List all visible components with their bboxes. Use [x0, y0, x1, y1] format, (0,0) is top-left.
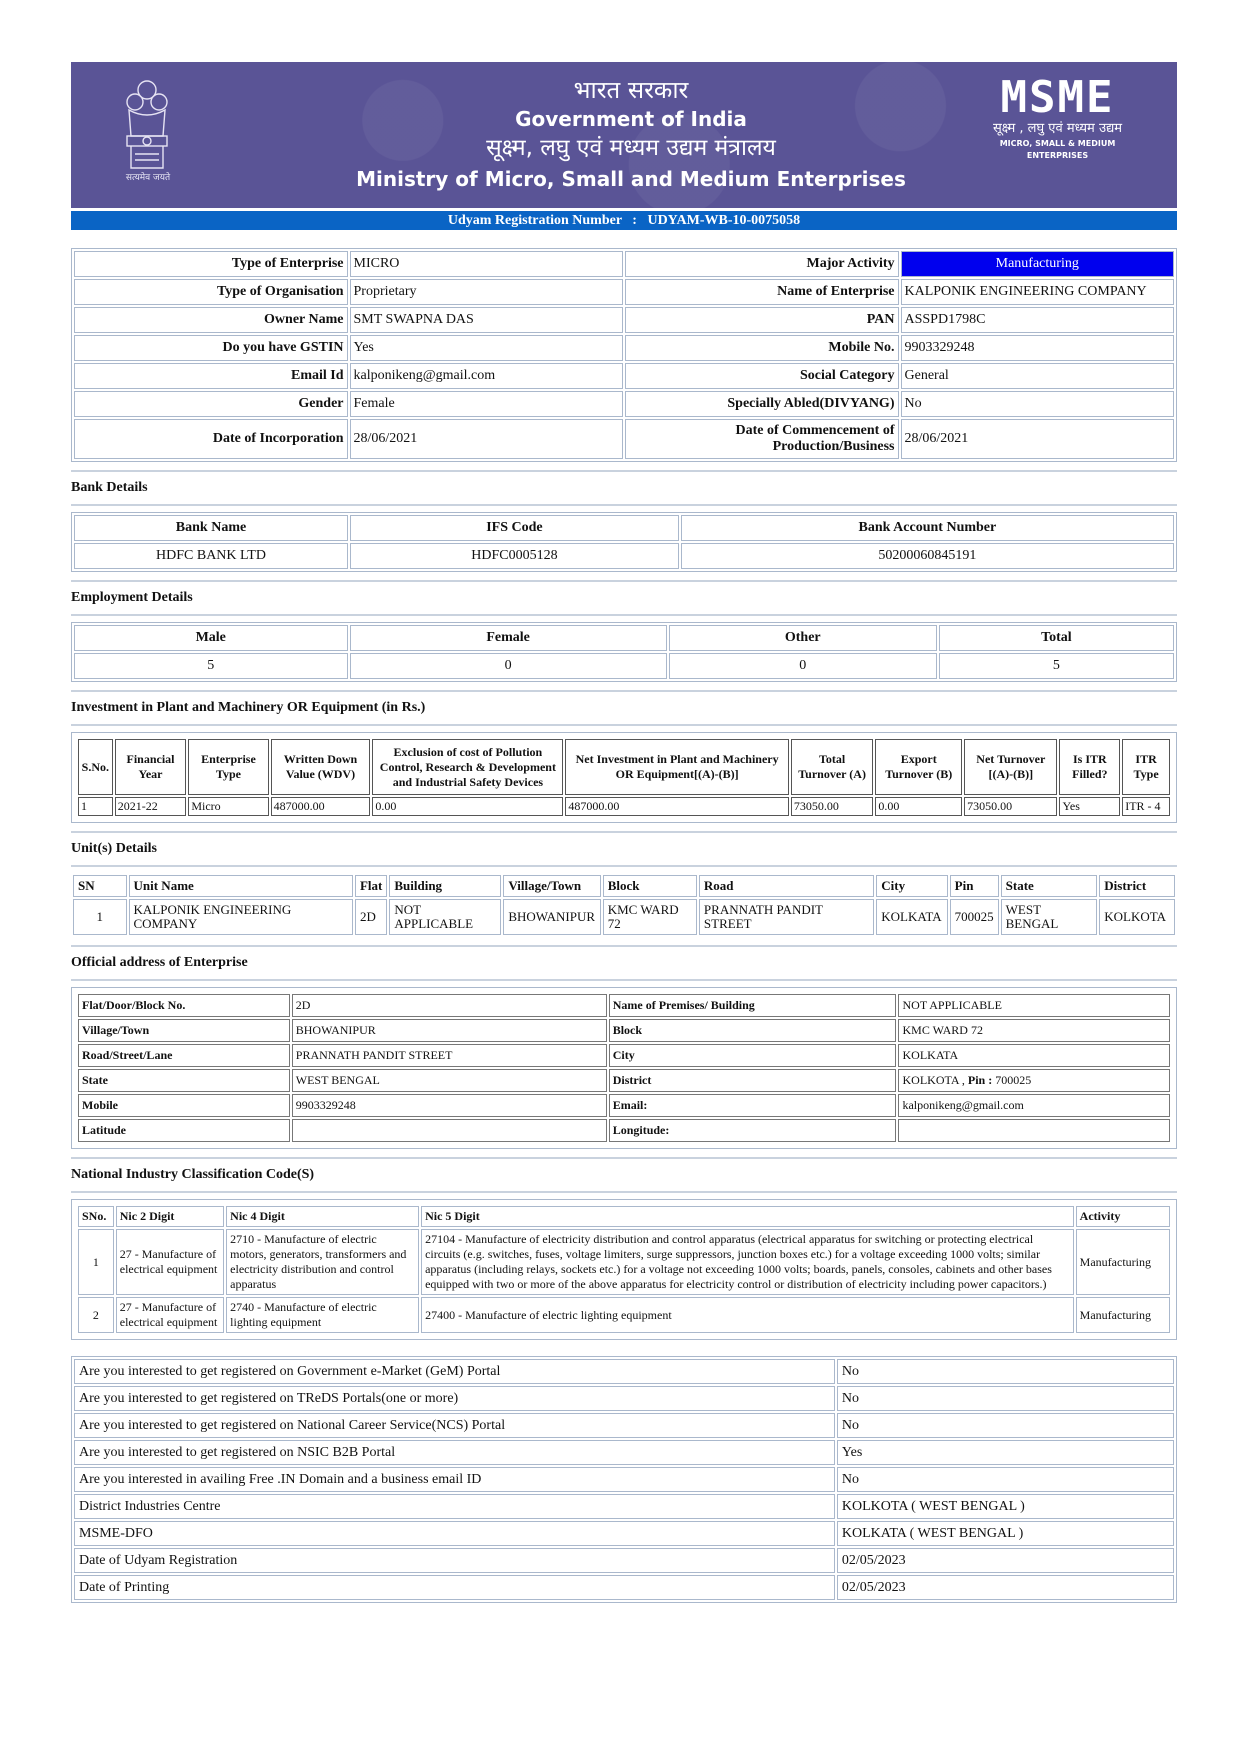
city-value: KOLKATA — [898, 1044, 1170, 1067]
village-label: Village/Town — [78, 1019, 290, 1042]
table-row — [74, 251, 1174, 277]
table-cell: 1 — [73, 899, 127, 935]
table-row — [74, 543, 1174, 569]
other-count: 0 — [669, 653, 937, 679]
table-cell: NOT APPLICABLE — [389, 899, 501, 935]
table-row — [74, 1359, 1174, 1384]
flat-value: 2D — [292, 994, 607, 1017]
table-cell: 73050.00 — [964, 797, 1057, 816]
table-cell: KALPONIK ENGINEERING COMPANY — [129, 899, 353, 935]
info-value: KOLKOTA ( WEST BENGAL ) — [837, 1494, 1174, 1519]
table-cell: BHOWANIPUR — [503, 899, 600, 935]
longitude-value — [898, 1119, 1170, 1142]
name-value: KALPONIK ENGINEERING COMPANY — [901, 279, 1175, 305]
latitude-value — [292, 1119, 607, 1142]
org-label: Type of Organisation — [74, 279, 348, 305]
city-label: City — [609, 1044, 897, 1067]
question: Are you interested to get registered on NSIC B2B Portal — [74, 1440, 835, 1465]
column-header: Written Down Value (WDV) — [271, 739, 371, 795]
incorp-label: Date of Incorporation — [74, 419, 348, 459]
table-row — [74, 279, 1174, 305]
table-row — [78, 1044, 1170, 1067]
pin-value: 700025 — [995, 1073, 1032, 1087]
table-row — [74, 1575, 1174, 1600]
activity-label: Major Activity — [625, 251, 899, 277]
column-header: ITR Type — [1122, 739, 1170, 795]
column-header: Net Turnover [(A)-(B)] — [964, 739, 1057, 795]
table-row — [74, 1521, 1174, 1546]
village-value: BHOWANIPUR — [292, 1019, 607, 1042]
column-header: Nic 2 Digit — [116, 1206, 224, 1227]
column-header: Total Turnover (A) — [791, 739, 873, 795]
table-cell: 700025 — [950, 899, 999, 935]
column-header: Road — [699, 875, 874, 897]
question: Are you interested in availing Free .IN Domain and a business email ID — [74, 1467, 835, 1492]
column-header: Building — [389, 875, 501, 897]
table-cell: 0.00 — [372, 797, 563, 816]
table-row — [78, 1119, 1170, 1142]
table-row — [74, 1494, 1174, 1519]
table-cell: 2D — [355, 899, 387, 935]
emblem-motto: सत्यमेव जयते — [125, 173, 171, 183]
male-count: 5 — [74, 653, 348, 679]
column-header: State — [1001, 875, 1098, 897]
table-cell: 2 — [78, 1297, 114, 1333]
column-header: SN — [73, 875, 127, 897]
table-cell: KMC WARD 72 — [603, 899, 697, 935]
name-label: Name of Enterprise — [625, 279, 899, 305]
column-header: Activity — [1076, 1206, 1170, 1227]
question: Are you interested to get registered on National Career Service(NCS) Portal — [74, 1413, 835, 1438]
mobile-value: 9903329248 — [901, 335, 1175, 361]
table-cell: 1 — [78, 797, 113, 816]
msme-logo-hindi: सूक्ष्म , लघु एवं मध्यम उद्यम — [992, 121, 1123, 136]
owner-value: SMT SWAPNA DAS — [350, 307, 624, 333]
state-value: WEST BENGAL — [292, 1069, 607, 1092]
column-header: Net Investment in Plant and Machinery OR Equipment[(A)-(B)] — [565, 739, 789, 795]
table-row — [78, 1229, 1170, 1295]
table-row — [78, 1297, 1170, 1333]
english-title: Government of India — [515, 107, 747, 131]
block-label: Block — [609, 1019, 897, 1042]
column-header: Flat — [355, 875, 387, 897]
table-row — [73, 899, 1175, 935]
org-value: Proprietary — [350, 279, 624, 305]
table-cell: 27400 - Manufacture of electric lighting equipment — [421, 1297, 1074, 1333]
divyang-label: Specially Abled(DIVYANG) — [625, 391, 899, 417]
type-value: MICRO — [350, 251, 624, 277]
incorp-value: 28/06/2021 — [350, 419, 624, 459]
government-banner — [71, 62, 1177, 208]
msme-logo-english: MICRO, SMALL & MEDIUM ENTERPRISES — [999, 139, 1116, 160]
column-header: S.No. — [78, 739, 113, 795]
column-header: Bank Account Number — [681, 515, 1174, 541]
column-header: Female — [350, 625, 667, 651]
question: Are you interested to get registered on TReDS Portals(one or more) — [74, 1386, 835, 1411]
table-row — [74, 1440, 1174, 1465]
employment-details — [71, 622, 1177, 682]
table-cell: 2740 - Manufacture of electric lighting equipment — [226, 1297, 419, 1333]
column-header: Other — [669, 625, 937, 651]
type-label: Type of Enterprise — [74, 251, 348, 277]
longitude-label: Longitude: — [609, 1119, 897, 1142]
district-cell — [898, 1069, 1170, 1092]
social-label: Social Category — [625, 363, 899, 389]
column-header: Nic 5 Digit — [421, 1206, 1074, 1227]
info-label: Date of Udyam Registration — [74, 1548, 835, 1573]
answer: No — [837, 1386, 1174, 1411]
question: Are you interested to get registered on Government e-Market (GeM) Portal — [74, 1359, 835, 1384]
table-row — [74, 363, 1174, 389]
table-cell: KOLKOTA — [1099, 899, 1175, 935]
mobile-value: 9903329248 — [292, 1094, 607, 1117]
answer: Yes — [837, 1440, 1174, 1465]
email-value: kalponikeng@gmail.com — [350, 363, 624, 389]
gstin-label: Do you have GSTIN — [74, 335, 348, 361]
table-row — [74, 1413, 1174, 1438]
column-header: Nic 4 Digit — [226, 1206, 419, 1227]
info-value: 02/05/2023 — [837, 1575, 1174, 1600]
block-value: KMC WARD 72 — [898, 1019, 1170, 1042]
column-header: Bank Name — [74, 515, 348, 541]
table-cell: Manufacturing — [1076, 1297, 1170, 1333]
portal-preferences — [71, 1356, 1177, 1603]
commence-value: 28/06/2021 — [901, 419, 1175, 459]
table-row — [74, 391, 1174, 417]
table-cell: Micro — [188, 797, 268, 816]
commence-label: Date of Commencement of Production/Business — [625, 419, 899, 459]
table-cell: KOLKATA — [876, 899, 947, 935]
table-row — [74, 307, 1174, 333]
table-cell: 487000.00 — [271, 797, 371, 816]
msme-logo — [970, 72, 1145, 162]
table-cell: Manufacturing — [1076, 1229, 1170, 1295]
table-cell: WEST BENGAL — [1001, 899, 1098, 935]
district-label: District — [609, 1069, 897, 1092]
table-row — [74, 1386, 1174, 1411]
answer: No — [837, 1359, 1174, 1384]
table-cell: 1 — [78, 1229, 114, 1295]
column-header: Block — [603, 875, 697, 897]
info-label: District Industries Centre — [74, 1494, 835, 1519]
column-header: City — [876, 875, 947, 897]
bank-name: HDFC BANK LTD — [74, 543, 348, 569]
table-header-row — [74, 625, 1174, 651]
investment-section-title: Investment in Plant and Machinery OR Equipment (in Rs.) — [71, 690, 1177, 726]
official-address — [71, 987, 1177, 1149]
table-cell: 27 - Manufacture of electrical equipment — [116, 1229, 224, 1295]
info-value: KOLKATA ( WEST BENGAL ) — [837, 1521, 1174, 1546]
email-label: Email: — [609, 1094, 897, 1117]
column-header: Total — [939, 625, 1174, 651]
mobile-label: Mobile — [78, 1094, 290, 1117]
bank-details — [71, 512, 1177, 572]
pin-label: Pin : — [967, 1073, 993, 1087]
info-label: MSME-DFO — [74, 1521, 835, 1546]
udyam-certificate — [71, 62, 1177, 1603]
flat-label: Flat/Door/Block No. — [78, 994, 290, 1017]
enterprise-details — [71, 248, 1177, 462]
table-cell: 27 - Manufacture of electrical equipment — [116, 1297, 224, 1333]
column-header: Unit Name — [129, 875, 353, 897]
header-titles — [321, 74, 941, 193]
answer: No — [837, 1467, 1174, 1492]
hindi-title: भारत सरकार — [573, 76, 689, 104]
gender-value: Female — [350, 391, 624, 417]
table-header-row — [74, 515, 1174, 541]
premises-value: NOT APPLICABLE — [898, 994, 1170, 1017]
msme-logo-word: MSME — [1000, 72, 1115, 123]
table-cell: 73050.00 — [791, 797, 873, 816]
column-header: Is ITR Filled? — [1059, 739, 1120, 795]
table-row — [78, 994, 1170, 1017]
table-row — [74, 1548, 1174, 1573]
info-label: Date of Printing — [74, 1575, 835, 1600]
table-cell: ITR - 4 — [1122, 797, 1170, 816]
answer: No — [837, 1413, 1174, 1438]
road-label: Road/Street/Lane — [78, 1044, 290, 1067]
table-cell: 27104 - Manufacture of electricity distribution and control apparatus (electrical apparatus for switching or protecting electrical circuits (e.g. switches, fuses, voltage limiters, surge suppressors, junction boxes etc.) for a voltage exceeding 1000 volts; similar apparatus (including relays, sockets etc.) for a voltage not exceeding 1000 volts; boards, panels, consoles, cabinets and other bases equipped with two or more of the above apparatus for electricity control or distribution of electricity including power capacitors.) — [421, 1229, 1074, 1295]
social-value: General — [901, 363, 1175, 389]
pan-label: PAN — [625, 307, 899, 333]
table-cell: 2710 - Manufacture of electric motors, generators, transformers and electricity distribution and control apparatus — [226, 1229, 419, 1295]
gender-label: Gender — [74, 391, 348, 417]
column-header: Enterprise Type — [188, 739, 268, 795]
column-header: IFS Code — [350, 515, 679, 541]
column-header: Pin — [950, 875, 999, 897]
employment-section-title: Employment Details — [71, 580, 1177, 616]
address-section-title: Official address of Enterprise — [71, 945, 1177, 981]
column-header: Financial Year — [115, 739, 187, 795]
divyang-value: No — [901, 391, 1175, 417]
pan-value: ASSPD1798C — [901, 307, 1175, 333]
table-row — [78, 1094, 1170, 1117]
total-count: 5 — [939, 653, 1174, 679]
nic-codes — [71, 1199, 1177, 1340]
state-label: State — [78, 1069, 290, 1092]
account-number: 50200060845191 — [681, 543, 1174, 569]
table-row — [78, 1069, 1170, 1092]
email-label: Email Id — [74, 363, 348, 389]
table-cell: 487000.00 — [565, 797, 789, 816]
column-header: Village/Town — [503, 875, 600, 897]
column-header: Exclusion of cost of Pollution Control, Research & Development and Industrial Safety Devices — [372, 739, 563, 795]
ifsc-code: HDFC0005128 — [350, 543, 679, 569]
table-cell: PRANNATH PANDIT STREET — [699, 899, 874, 935]
gstin-value: Yes — [350, 335, 624, 361]
table-cell: Yes — [1059, 797, 1120, 816]
premises-label: Name of Premises/ Building — [609, 994, 897, 1017]
bank-section-title: Bank Details — [71, 470, 1177, 506]
table-row — [74, 335, 1174, 361]
table-header-row — [78, 1206, 1170, 1227]
activity-value: Manufacturing — [901, 251, 1175, 277]
latitude-label: Latitude — [78, 1119, 290, 1142]
owner-label: Owner Name — [74, 307, 348, 333]
info-value: 02/05/2023 — [837, 1548, 1174, 1573]
column-header: District — [1099, 875, 1175, 897]
email-value: kalponikeng@gmail.com — [898, 1094, 1170, 1117]
nic-section-title: National Industry Classification Code(S) — [71, 1157, 1177, 1193]
table-row — [74, 1467, 1174, 1492]
column-header: Export Turnover (B) — [875, 739, 962, 795]
column-header: SNo. — [78, 1206, 114, 1227]
investment-details — [71, 732, 1177, 823]
district-value: KOLKOTA , — [902, 1073, 965, 1087]
english-ministry: Ministry of Micro, Small and Medium Enterprises — [356, 167, 906, 191]
road-value: PRANNATH PANDIT STREET — [292, 1044, 607, 1067]
table-row — [74, 653, 1174, 679]
mobile-label: Mobile No. — [625, 335, 899, 361]
hindi-ministry: सूक्ष्म, लघु एवं मध्यम उद्यम मंत्रालय — [486, 135, 776, 161]
table-cell: 0.00 — [875, 797, 962, 816]
table-row — [78, 797, 1170, 816]
table-cell: 2021-22 — [115, 797, 187, 816]
female-count: 0 — [350, 653, 667, 679]
units-section-title: Unit(s) Details — [71, 831, 1177, 867]
table-header-row — [73, 875, 1175, 897]
registration-number-bar: Udyam Registration Number : UDYAM-WB-10-0075058 — [71, 211, 1177, 230]
table-row — [78, 1019, 1170, 1042]
table-header-row — [78, 739, 1170, 795]
table-row — [74, 419, 1174, 459]
column-header: Male — [74, 625, 348, 651]
unit-details — [71, 873, 1177, 937]
